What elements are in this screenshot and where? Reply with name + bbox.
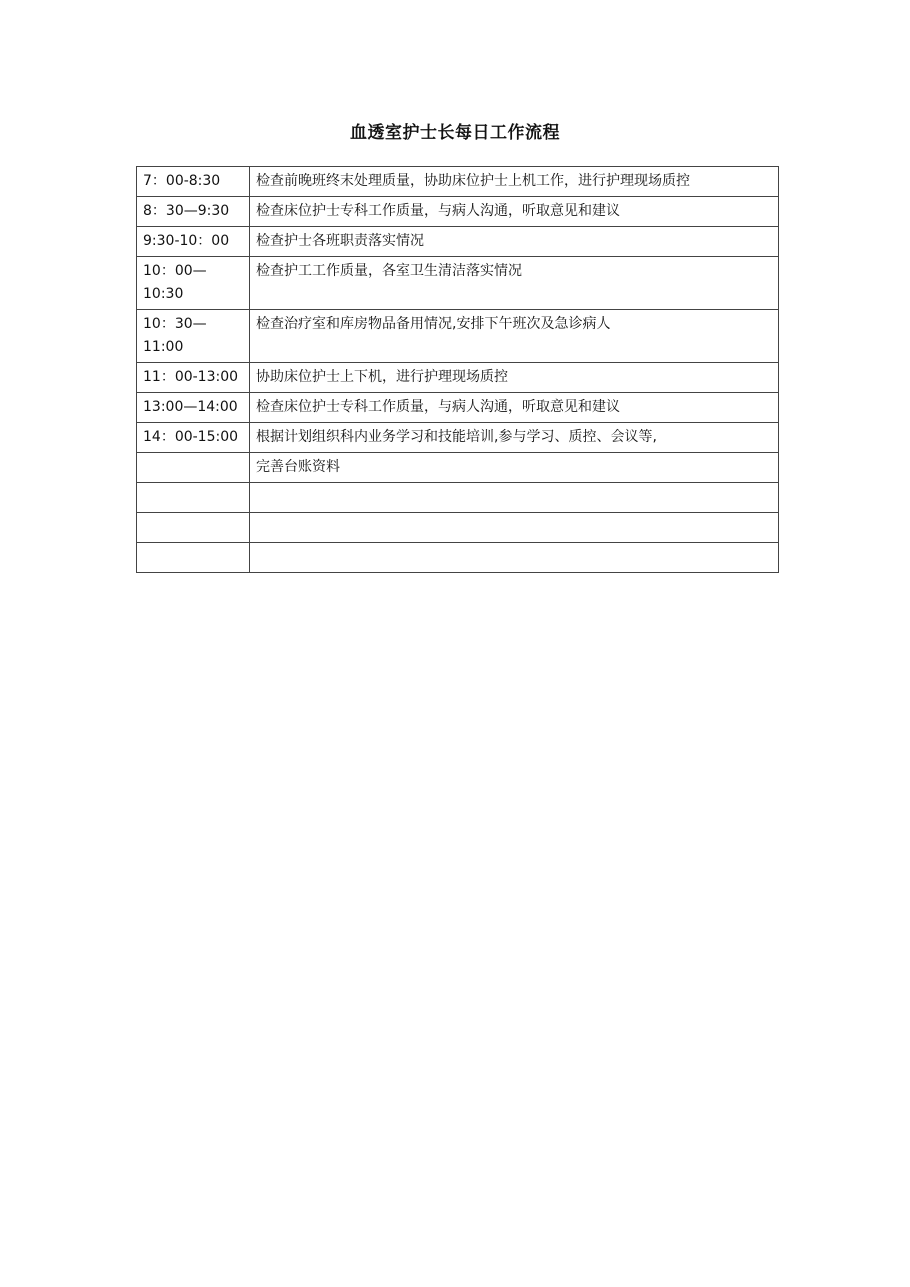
task-cell: 检查前晚班终末处理质量，协助床位护士上机工作，进行护理现场质控	[250, 167, 779, 197]
task-cell: 检查床位护士专科工作质量，与病人沟通，听取意见和建议	[250, 393, 779, 423]
schedule-row	[137, 167, 779, 197]
task-cell: 检查床位护士专科工作质量，与病人沟通，听取意见和建议	[250, 197, 779, 227]
time-cell: 14：00-15:00	[137, 423, 250, 453]
schedule-row	[137, 393, 779, 423]
schedule-row	[137, 483, 779, 513]
time-cell: 13:00—14:00	[137, 393, 250, 423]
time-cell	[137, 483, 250, 513]
schedule-row	[137, 453, 779, 483]
schedule-row	[137, 227, 779, 257]
task-cell: 根据计划组织科内业务学习和技能培训,参与学习、质控、会议等,	[250, 423, 779, 453]
task-cell: 检查护工工作质量，各室卫生清洁落实情况	[250, 257, 779, 310]
time-cell	[137, 453, 250, 483]
schedule-row	[137, 363, 779, 393]
task-cell: 检查护士各班职责落实情况	[250, 227, 779, 257]
task-cell: 检查治疗室和库房物品备用情况,安排下午班次及急诊病人	[250, 310, 779, 363]
time-cell	[137, 543, 250, 573]
task-cell: 协助床位护士上下机，进行护理现场质控	[250, 363, 779, 393]
schedule-row	[137, 197, 779, 227]
task-cell: 完善台账资料	[250, 453, 779, 483]
schedule-row	[137, 543, 779, 573]
time-cell: 10：00—10:30	[137, 257, 250, 310]
time-cell: 7：00-8:30	[137, 167, 250, 197]
time-cell	[137, 513, 250, 543]
task-cell	[250, 483, 779, 513]
task-cell	[250, 543, 779, 573]
schedule-row	[137, 513, 779, 543]
schedule-row	[137, 423, 779, 453]
time-cell: 10：30—11:00	[137, 310, 250, 363]
schedule-row	[137, 310, 779, 363]
time-cell: 9:30-10：00	[137, 227, 250, 257]
time-cell: 11：00-13:00	[137, 363, 250, 393]
page-title: 血透室护士长每日工作流程	[350, 123, 560, 143]
schedule-row	[137, 257, 779, 310]
time-cell: 8：30—9:30	[137, 197, 250, 227]
task-cell	[250, 513, 779, 543]
schedule-table	[136, 166, 779, 573]
